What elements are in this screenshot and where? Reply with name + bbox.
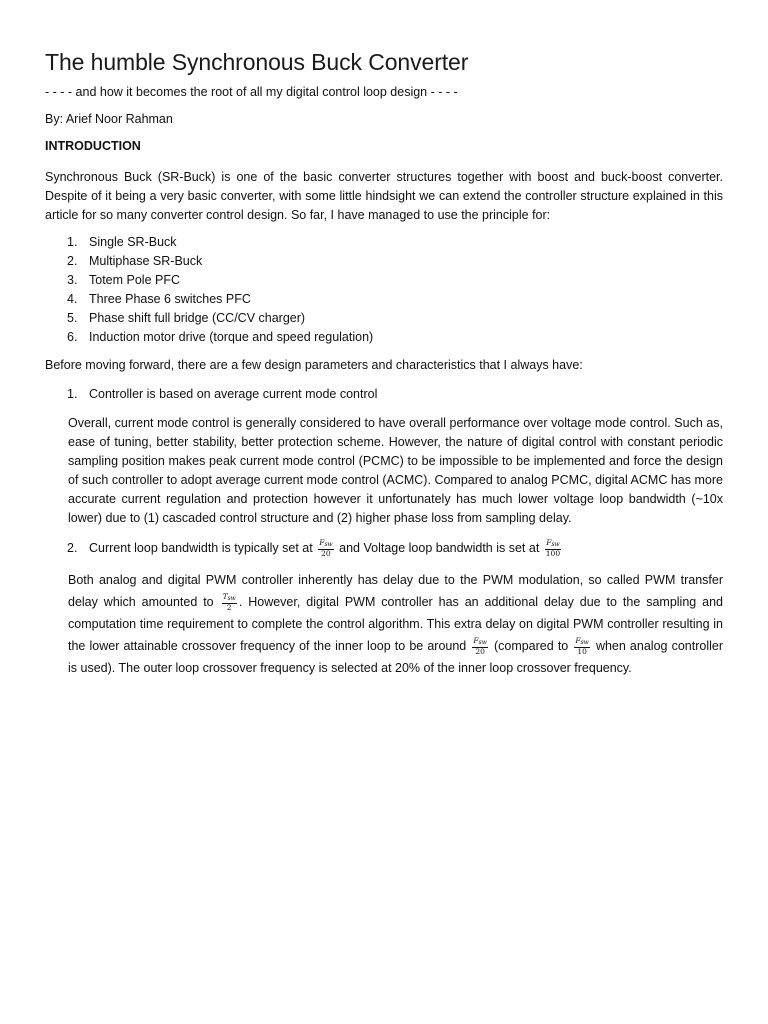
list-item-text: Phase shift full bridge (CC/CV charger)	[89, 311, 306, 325]
parameter-number: 1.	[67, 387, 78, 401]
parameter-text: Controller is based on average current mode control	[89, 387, 378, 401]
list-item-number: 6.	[67, 330, 78, 344]
list-item-text: Multiphase SR-Buck	[89, 254, 203, 268]
list-item-text: Induction motor drive (torque and speed regulation)	[89, 330, 374, 344]
section-heading: INTRODUCTION	[45, 139, 141, 153]
list-item-text: Totem Pole PFC	[89, 273, 181, 287]
design-parameter-2	[45, 537, 723, 559]
list-item-number: 4.	[67, 292, 78, 306]
fsw-over-20-fraction: $\frac{F_{sw}}{20}$	[473, 636, 487, 657]
pwm-delay-paragraph: Both analog and digital PWM controller inherently has delay due to the PWM modulation, so called PWM transfer delay which amounted to $\frac{T_{sw}}{2}$ . However, digital PWM controller has an additional delay due to the sampling and computation time requirement to complete the control algorithm. This extra delay on digital PWM controller resulting in the lower attainable crossover frequency of the inner loop to be around $\frac{F_{sw}}{20}$ (compared to $\frac{F_{sw}}{10}$ when analog controller is used). The outer loop crossover frequency is selected at 20% of the inner loop crossover frequency.	[68, 573, 724, 675]
list-item-number: 3.	[67, 273, 78, 287]
parameter-text-a: Current loop bandwidth is typically set at	[89, 541, 313, 555]
current-mode-paragraph: Overall, current mode control is generally considered to have overall performance over voltage mode control. Such as, ease of tuning, better stability, better protection scheme. However, the nature of digital control with constant periodic sampling position makes peak current mode control (PCMC) to be impossible to be implemented and force the design of such controller to adopt average current mode control (ACMC). Compared to analog PCMC, digital ACMC has more accurate current regulation and protection however it unfortunately has much lower voltage loop bandwidth (~10x lower) due to (1) cascaded control structure and (2) higher phase loss from sampling delay.	[68, 416, 723, 525]
parameter-number: 2.	[67, 541, 78, 555]
list-item	[45, 233, 723, 252]
author-line: By: Arief Noor Rahman	[45, 112, 173, 126]
list-item	[45, 309, 723, 328]
document-title: The humble Synchronous Buck Converter	[45, 49, 469, 75]
tsw-over-2-fraction: $\frac{T_{sw}}{2}$	[222, 592, 236, 613]
list-item-number: 2.	[67, 254, 78, 268]
list-item	[45, 271, 723, 290]
list-item-number: 1.	[67, 235, 78, 249]
fsw-over-20-fraction: $\frac{F_{sw}}{20}$	[319, 538, 333, 559]
parameter-text-b: and Voltage loop bandwidth is set at	[339, 541, 540, 555]
fsw-over-10-fraction: $\frac{F_{sw}}{10}$	[575, 636, 589, 657]
intro-paragraph: Synchronous Buck (SR-Buck) is one of the basic converter structures together with boost and buck-boost converter. Despite of it being a very basic converter, with some little hindsight we can extend the controller structure explained in this article for so many converter control design. So far, I have managed to use the principle for:	[45, 170, 723, 222]
list-item-text: Three Phase 6 switches PFC	[89, 292, 251, 306]
fsw-over-100-fraction: $\frac{F_{sw}}{100}$	[545, 538, 561, 559]
before-paragraph: Before moving forward, there are a few design parameters and characteristics that I always have:	[45, 358, 583, 372]
list-item	[45, 290, 723, 309]
list-item	[45, 328, 723, 347]
principle-list	[45, 233, 723, 347]
list-item-text: Single SR-Buck	[89, 235, 177, 249]
design-parameter-1	[45, 385, 723, 404]
document-subtitle: - - - - and how it becomes the root of all my digital control loop design - - - -	[45, 85, 458, 99]
list-item-number: 5.	[67, 311, 78, 325]
list-item	[45, 252, 723, 271]
